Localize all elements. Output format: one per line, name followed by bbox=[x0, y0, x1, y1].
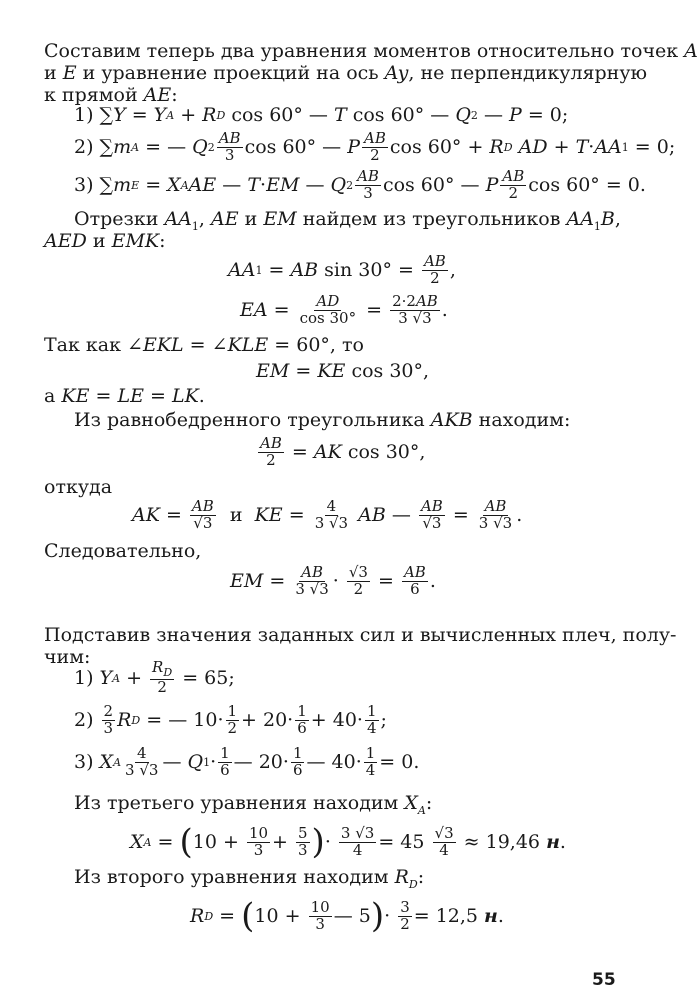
paragraph-intro-line3: к прямой AE: bbox=[44, 84, 178, 106]
page-number: 55 bbox=[592, 970, 616, 990]
equation-2: 2) ∑ m A = — Q 2 $\frac{AB}{3}$ cos 60° — P $\frac{AB}{2}$ cos 60° + R D AD + T · AA 1 = 0; bbox=[74, 128, 676, 164]
paragraph-third-eq: Из третьего уравнения находим $X_A$: bbox=[74, 792, 433, 817]
paragraph-isosceles: Из равнобедренного треугольника AKB находим: bbox=[74, 409, 571, 431]
formula-em-value: EM = $\frac{AB}{3 √3}$ · $\frac{√3}{2}$ = $\frac{AB}{6}$ . bbox=[230, 562, 436, 598]
paragraph-segments-line2: AED и EMK: bbox=[44, 230, 166, 252]
system-eq-2: 2) $\frac{2}{3}$ R D = — 10· $\frac{1}{2}$ + 20· $\frac{1}{6}$ + 40· $\frac{1}{4}$ ; bbox=[74, 701, 387, 737]
equation-1: 1) ∑ Y = Y A + R D cos 60° — T cos 60° — Q 2 — P = 0; bbox=[74, 104, 569, 126]
formula-ea: EA = $\frac{AD}{\cos 30^\circ}$ = $\frac{2\cdot 2AB}{3 √3}$ . bbox=[240, 291, 448, 327]
system-eq-1: 1) Y A + $\frac{R_D}{2}$ = 65; bbox=[74, 658, 235, 696]
equation-3: 3) ∑ m E = X A AE — T · EM — Q 2 $\frac{AB}{3}$ cos 60° — P $\frac{AB}{2}$ cos 60° = 0. bbox=[74, 166, 646, 202]
paragraph-second-eq: Из второго уравнения находим $R_D$: bbox=[74, 866, 425, 891]
formula-ab-half: $\frac{AB}{2}$ = AK cos 30°, bbox=[260, 433, 426, 469]
paragraph-intro-line2: и E и уравнение проекций на ось Ay, не перпендикулярную bbox=[44, 62, 648, 84]
paragraph-substitute-line2: чим: bbox=[44, 646, 91, 668]
formula-ak-ke: AK = $\frac{AB}{√3}$ и KE = $\frac{4}{3 √3}$ AB — $\frac{AB}{√3}$ = $\frac{AB}{3 √3}$ . bbox=[132, 496, 523, 532]
paragraph-ke: а KE = LE = LK. bbox=[44, 385, 205, 407]
formula-aa1: AA 1 = AB sin 30° = $\frac{AB}{2}$ , bbox=[228, 251, 456, 287]
system-eq-3: 3) X A $\frac{4}{3 √3}$ — Q 1 · $\frac{1}{6}$ — 20· $\frac{1}{6}$ — 40· $\frac{1}{4}$ = 0. bbox=[74, 743, 420, 779]
paragraph-angles: Так как ∠EKL = ∠KLE = 60°, то bbox=[44, 334, 364, 356]
paragraph-segments-line1: Отрезки $AA_1$, AE и EM найдем из треугольников $AA_1B$, bbox=[74, 208, 621, 233]
paragraph-therefore: Следовательно, bbox=[44, 540, 202, 562]
paragraph-whence: откуда bbox=[44, 476, 113, 498]
paragraph-intro-line1: Составим теперь два уравнения моментов относительно точек A bbox=[44, 40, 698, 62]
result-rd: R D = ( 10 + $\frac{10}{3}$ — 5 ) · $\frac{3}{2}$ = 12,5 н . bbox=[190, 896, 504, 936]
paragraph-substitute-line1: Подставив значения заданных сил и вычисленных плеч, полу- bbox=[44, 624, 677, 646]
formula-em: EM = KE cos 30°, bbox=[256, 360, 430, 382]
result-xa: X A = ( 10 + $\frac{10}{3}$ + $\frac{5}{3}$ ) · $\frac{3 √3}{4}$ = 45 $\frac{√3}{4}$ ≈ 19,46 н . bbox=[130, 822, 566, 862]
